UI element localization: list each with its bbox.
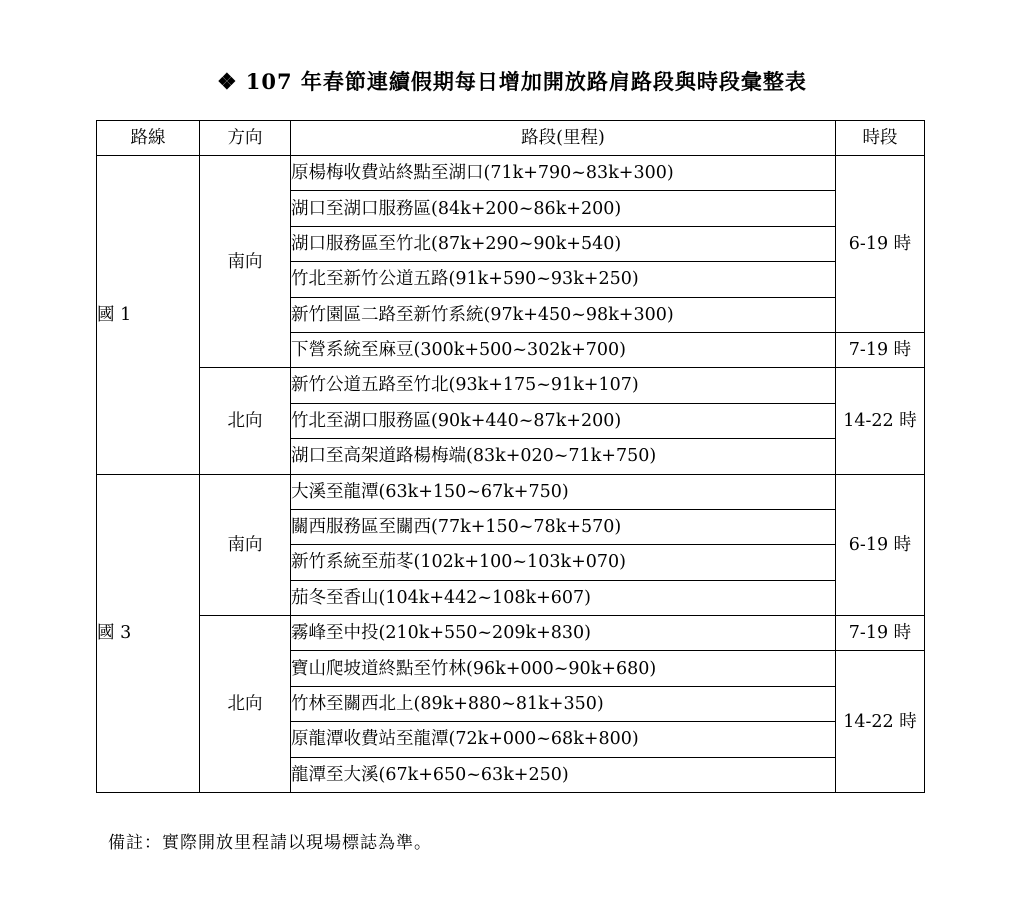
time-cell: 6-19 時 [836, 156, 925, 333]
time-cell: 7-19 時 [836, 332, 925, 367]
document-title [0, 66, 1024, 96]
segment-cell: 竹北至新竹公道五路(91k+590~93k+250) [291, 262, 836, 297]
segment-cell: 湖口至高架道路楊梅端(83k+020~71k+750) [291, 439, 836, 474]
header-segment: 路段(里程) [291, 121, 836, 156]
table-header-row [97, 121, 925, 156]
table-row [97, 156, 925, 191]
time-cell: 14-22 時 [836, 368, 925, 474]
segment-cell: 原楊梅收費站終點至湖口(71k+790~83k+300) [291, 156, 836, 191]
title-text: 107 年春節連續假期每日增加開放路肩路段與時段彙整表 [245, 69, 807, 94]
highway-cell: 國 3 [97, 474, 200, 793]
segment-cell: 茄冬至香山(104k+442~108k+607) [291, 580, 836, 615]
direction-cell: 南向 [200, 156, 291, 368]
time-cell: 7-19 時 [836, 616, 925, 651]
segment-cell: 新竹系統至茄苳(102k+100~103k+070) [291, 545, 836, 580]
segment-cell: 竹北至湖口服務區(90k+440~87k+200) [291, 403, 836, 438]
table-row [97, 368, 925, 403]
schedule-table [96, 120, 925, 793]
segment-cell: 關西服務區至關西(77k+150~78k+570) [291, 509, 836, 544]
diamond-cluster-icon: ❖ [217, 69, 238, 95]
segment-cell: 新竹公道五路至竹北(93k+175~91k+107) [291, 368, 836, 403]
segment-cell: 寶山爬坡道終點至竹林(96k+000~90k+680) [291, 651, 836, 686]
segment-cell: 霧峰至中投(210k+550~209k+830) [291, 616, 836, 651]
segment-cell: 湖口服務區至竹北(87k+290~90k+540) [291, 226, 836, 261]
footnote: 備註：實際開放里程請以現場標誌為準。 [108, 833, 432, 853]
segment-cell: 竹林至關西北上(89k+880~81k+350) [291, 686, 836, 721]
segment-cell: 龍潭至大溪(67k+650~63k+250) [291, 757, 836, 792]
direction-cell: 北向 [200, 616, 291, 793]
segment-cell: 大溪至龍潭(63k+150~67k+750) [291, 474, 836, 509]
highway-cell: 國 1 [97, 156, 200, 475]
header-direction: 方向 [200, 121, 291, 156]
table-row [97, 616, 925, 651]
direction-cell: 北向 [200, 368, 291, 474]
header-route: 路線 [97, 121, 200, 156]
segment-cell: 原龍潭收費站至龍潭(72k+000~68k+800) [291, 722, 836, 757]
segment-cell: 湖口至湖口服務區(84k+200~86k+200) [291, 191, 836, 226]
header-time: 時段 [836, 121, 925, 156]
segment-cell: 新竹園區二路至新竹系統(97k+450~98k+300) [291, 297, 836, 332]
direction-cell: 南向 [200, 474, 291, 616]
table-row [97, 474, 925, 509]
time-cell: 14-22 時 [836, 651, 925, 793]
segment-cell: 下營系統至麻豆(300k+500~302k+700) [291, 332, 836, 367]
time-cell: 6-19 時 [836, 474, 925, 616]
